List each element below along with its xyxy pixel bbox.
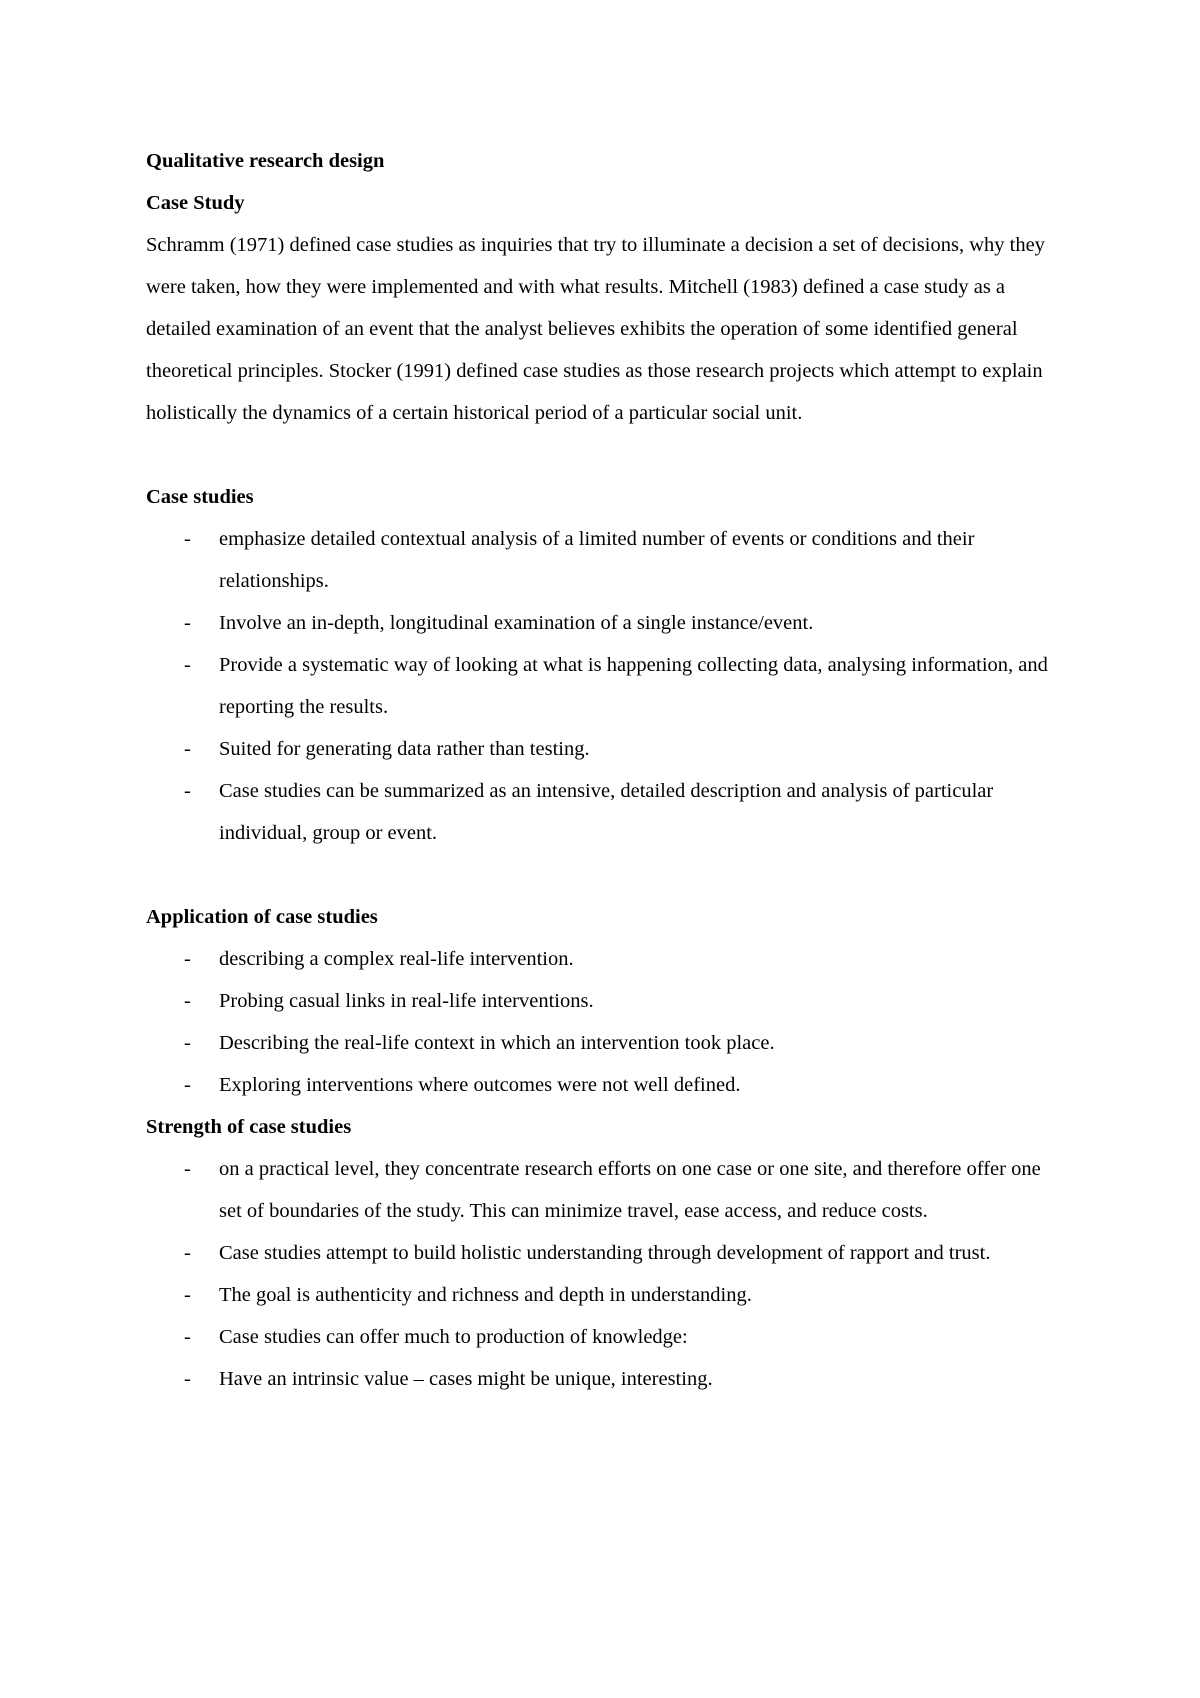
list-item xyxy=(146,644,1066,728)
bullet-dash: - xyxy=(184,1074,191,1096)
list-item xyxy=(146,938,1066,980)
section-heading-strength: Strength of case studies xyxy=(146,1116,352,1138)
list-item-text: The goal is authenticity and richness and depth in understanding. xyxy=(219,1284,752,1306)
list-item xyxy=(146,518,1066,602)
bullet-dash: - xyxy=(184,1284,191,1306)
bullet-dash: - xyxy=(184,1326,191,1348)
bullet-dash: - xyxy=(184,990,191,1012)
list-item-text: on a practical level, they concentrate research efforts on one case or one site, and therefore offer one set of boundaries of the study. This can minimize travel, ease access, and reduce costs. xyxy=(219,1158,1041,1222)
bullet-dash: - xyxy=(184,654,191,676)
list-item xyxy=(146,1358,1066,1400)
list-item xyxy=(146,602,1066,644)
list-item-text: Suited for generating data rather than testing. xyxy=(219,738,590,760)
list-item-text: Case studies attempt to build holistic understanding through development of rapport and trust. xyxy=(219,1242,991,1264)
intro-paragraph: Schramm (1971) defined case studies as inquiries that try to illuminate a decision a set of decisions, why they were taken, how they were implemented and with what results. Mitchell (1983) defined a case study as a detailed examination of an event that the analyst believes exhibits the operation of some identified general theoretical principles. Stocker (1991) defined case studies as those research projects which attempt to explain holistically the dynamics of a certain historical period of a particular social unit. xyxy=(146,234,1045,424)
list-item xyxy=(146,980,1066,1022)
list-item-text: describing a complex real-life intervention. xyxy=(219,948,574,970)
list-item xyxy=(146,1232,1066,1274)
bullet-dash: - xyxy=(184,738,191,760)
section-spacer xyxy=(146,854,1066,896)
bullet-dash: - xyxy=(184,780,191,802)
list-item-text: Have an intrinsic value – cases might be unique, interesting. xyxy=(219,1368,713,1390)
case-studies-list xyxy=(146,518,1066,854)
application-list xyxy=(146,938,1066,1106)
list-item xyxy=(146,1316,1066,1358)
list-item xyxy=(146,728,1066,770)
list-item xyxy=(146,770,1066,854)
list-item xyxy=(146,1064,1066,1106)
section-spacer xyxy=(146,434,1066,476)
bullet-dash: - xyxy=(184,948,191,970)
list-item-text: Describing the real-life context in which an intervention took place. xyxy=(219,1032,775,1054)
list-item xyxy=(146,1274,1066,1316)
bullet-dash: - xyxy=(184,1242,191,1264)
bullet-dash: - xyxy=(184,1158,191,1180)
document-title: Qualitative research design xyxy=(146,150,385,172)
bullet-dash: - xyxy=(184,1032,191,1054)
bullet-dash: - xyxy=(184,1368,191,1390)
list-item xyxy=(146,1022,1066,1064)
bullet-dash: - xyxy=(184,528,191,550)
list-item-text: Exploring interventions where outcomes were not well defined. xyxy=(219,1074,741,1096)
list-item-text: emphasize detailed contextual analysis of a limited number of events or conditions and their relationships. xyxy=(219,528,975,592)
document-subtitle: Case Study xyxy=(146,192,245,214)
section-heading-case-studies: Case studies xyxy=(146,486,254,508)
list-item-text: Probing casual links in real-life interventions. xyxy=(219,990,594,1012)
document-body xyxy=(146,140,1066,1400)
list-item-text: Provide a systematic way of looking at what is happening collecting data, analysing information, and reporting the results. xyxy=(219,654,1048,718)
list-item-text: Involve an in-depth, longitudinal examination of a single instance/event. xyxy=(219,612,814,634)
list-item-text: Case studies can be summarized as an intensive, detailed description and analysis of particular individual, group or event. xyxy=(219,780,994,844)
section-heading-application: Application of case studies xyxy=(146,906,378,928)
strength-list xyxy=(146,1148,1066,1400)
list-item xyxy=(146,1148,1066,1232)
bullet-dash: - xyxy=(184,612,191,634)
list-item-text: Case studies can offer much to production of knowledge: xyxy=(219,1326,688,1348)
